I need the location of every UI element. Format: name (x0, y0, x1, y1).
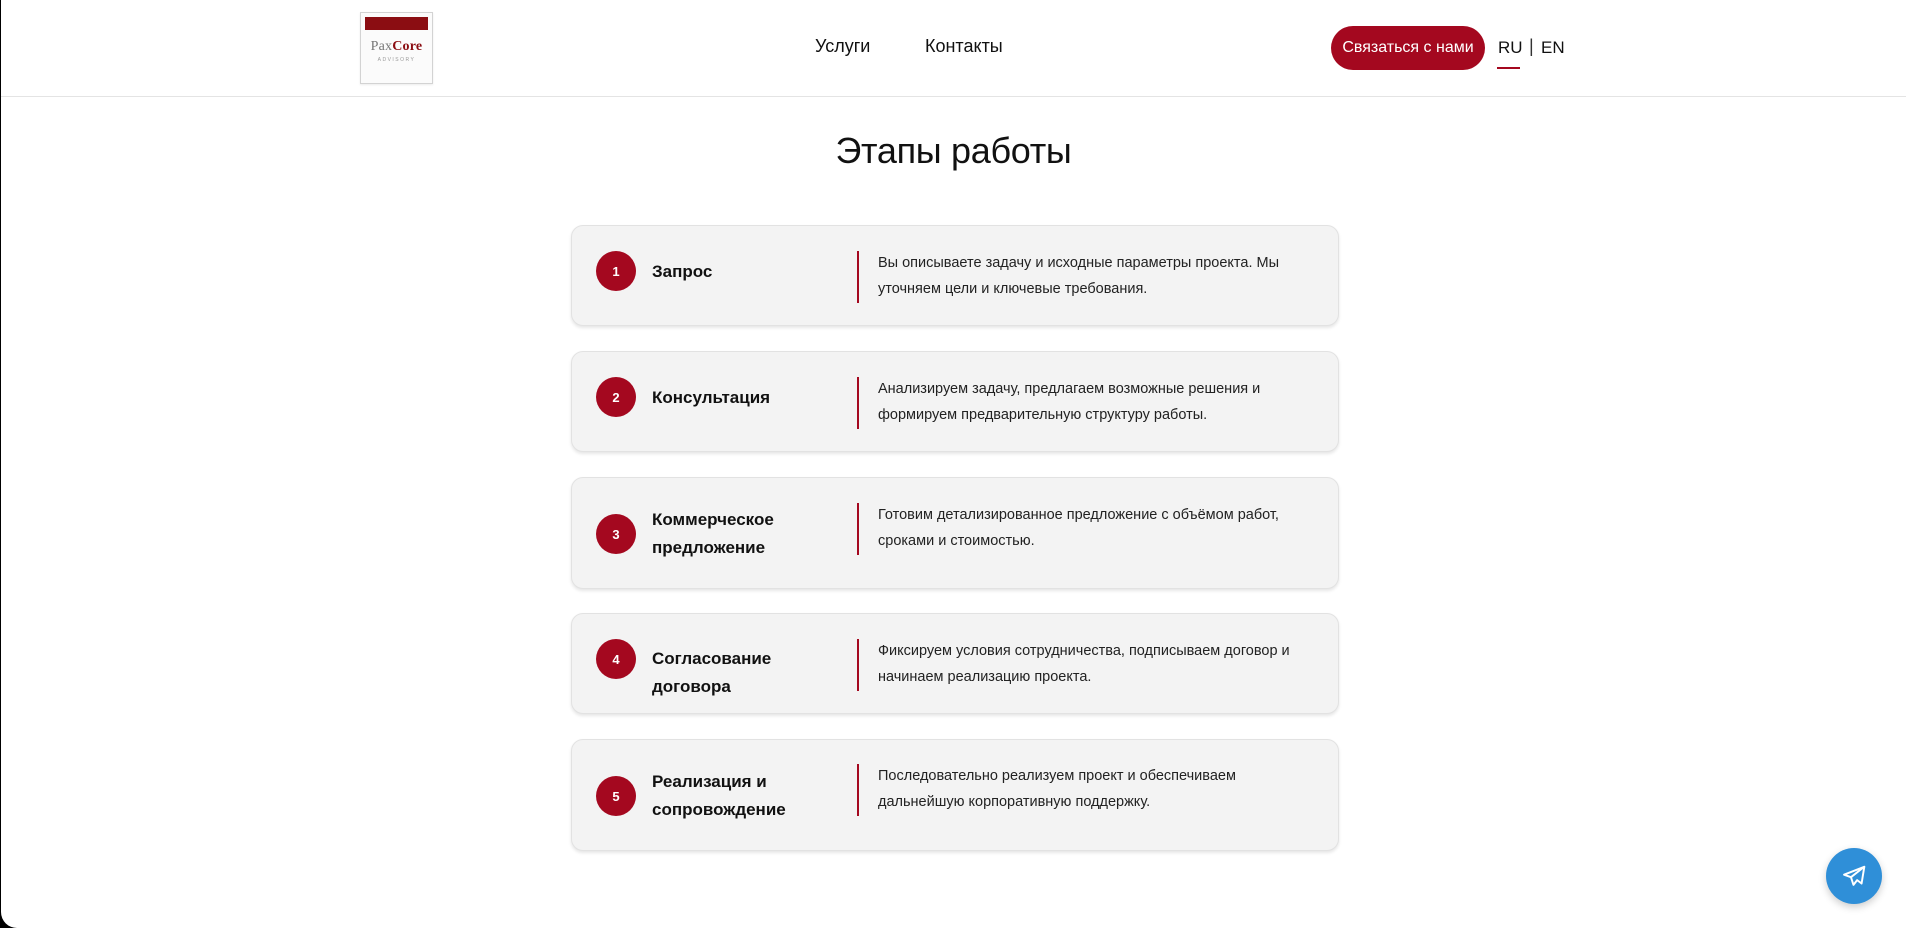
logo-bar (365, 17, 428, 30)
step-number-badge: 2 (596, 377, 636, 417)
step-title: Согласование договора (652, 649, 772, 696)
step-card (571, 351, 1339, 452)
step-title: Запрос (652, 262, 713, 281)
nav-link-services[interactable]: Услуги (815, 36, 871, 56)
language-separator: | (1529, 36, 1534, 56)
logo-subtitle: ADVISORY (377, 57, 416, 63)
step-number-badge: 5 (596, 776, 636, 816)
page (1, 0, 1906, 928)
step-card (571, 613, 1339, 714)
active-language-indicator (1497, 67, 1520, 69)
step-number-badge: 1 (596, 251, 636, 291)
telegram-button[interactable] (1826, 848, 1882, 904)
step-divider (857, 764, 859, 816)
logo[interactable] (360, 12, 433, 84)
step-divider (857, 503, 859, 555)
language-ru[interactable]: RU (1498, 38, 1523, 57)
site-header (1, 0, 1906, 97)
logo-brand-right: Core (392, 39, 423, 54)
step-title: Коммерческое предложение (652, 510, 774, 557)
step-divider (857, 251, 859, 303)
step-number-badge: 4 (596, 639, 636, 679)
step-divider (857, 639, 859, 691)
section-title: Этапы работы (835, 130, 1072, 171)
step-card (571, 739, 1339, 851)
step-title: Реализация и сопровождение (652, 772, 786, 819)
step-number-badge: 3 (596, 514, 636, 554)
step-description: Фиксируем условия сотрудничества, подписываем договор и начинаем реализацию проекта. (878, 643, 1290, 685)
step-description: Вы описываете задачу и исходные параметры проекта. Мы уточняем цели и ключевые требования. (878, 255, 1280, 297)
step-description: Анализируем задачу, предлагаем возможные решения и формируем предварительную структуру работы. (878, 381, 1261, 423)
contact-us-button[interactable]: Связаться с нами (1331, 26, 1485, 70)
step-card (571, 477, 1339, 589)
step-title: Консультация (652, 388, 771, 407)
logo-wordmark (361, 39, 432, 55)
step-divider (857, 377, 859, 429)
telegram-icon (1841, 863, 1867, 889)
logo-brand-left: Pax (370, 39, 393, 54)
step-card (571, 225, 1339, 326)
nav-link-contacts[interactable]: Контакты (925, 36, 1003, 56)
language-en[interactable]: EN (1541, 38, 1565, 57)
step-description: Готовим детализированное предложение с объёмом работ, сроками и стоимостью. (878, 507, 1279, 549)
step-description: Последовательно реализуем проект и обеспечиваем дальнейшую корпоративную поддержку. (878, 768, 1236, 810)
